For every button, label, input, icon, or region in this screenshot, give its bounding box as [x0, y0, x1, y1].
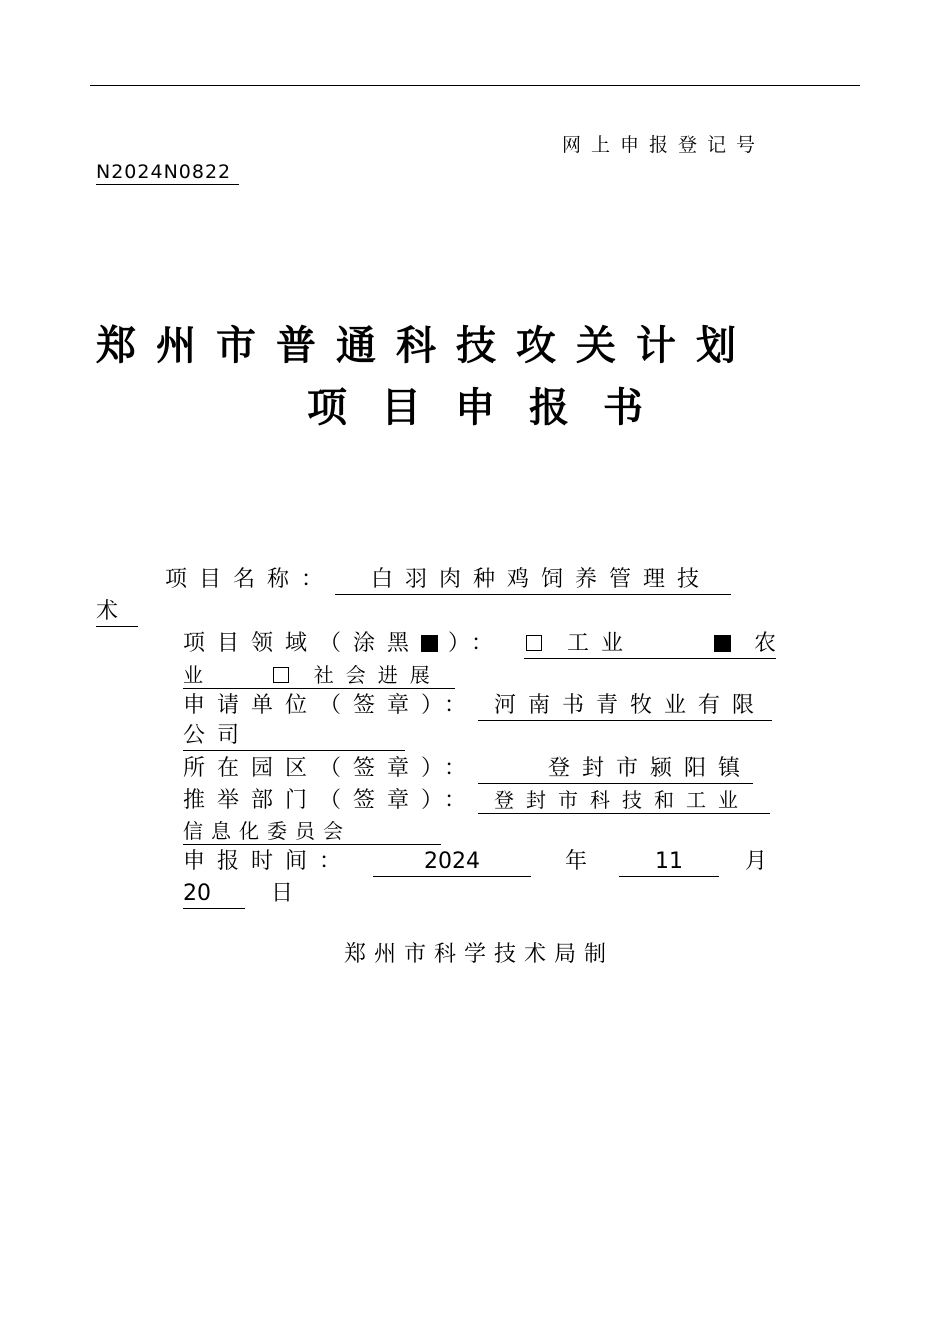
filled-square-icon	[421, 635, 438, 652]
recommender-value-cont: 信息化委员会	[183, 818, 441, 845]
checkbox-industry-icon[interactable]	[526, 635, 542, 651]
domain-option-social: 社会进展	[313, 663, 442, 687]
domain-row	[183, 630, 789, 659]
date-month: 11	[619, 848, 719, 877]
park-row	[183, 755, 753, 784]
date-day: 20	[183, 880, 245, 909]
project-name-row	[165, 566, 731, 595]
date-row-cont	[183, 880, 305, 909]
applicant-value: 河南书青牧业有限	[478, 692, 772, 721]
registration-number: N2024N0822	[96, 160, 239, 185]
date-row	[183, 848, 779, 877]
recommender-row	[183, 787, 770, 815]
domain-row-cont	[183, 662, 455, 689]
top-rule	[90, 85, 860, 86]
recommender-row-cont	[183, 818, 441, 845]
park-label: 所在园区（签章）：	[183, 756, 479, 781]
park-value: 登封市颍阳镇	[478, 755, 753, 784]
registration-label: 网上申报登记号	[562, 134, 766, 156]
date-year-unit: 年	[565, 849, 600, 874]
title-line-2: 项目申报书	[307, 385, 677, 431]
date-year: 2024	[373, 848, 531, 877]
project-name-row-cont	[96, 598, 138, 627]
domain-label-end: ）：	[448, 631, 506, 656]
checkbox-agriculture-icon[interactable]	[714, 635, 731, 652]
applicant-value-cont: 公司	[183, 722, 405, 751]
project-name-value-cont: 术	[96, 598, 138, 627]
checkbox-social-icon[interactable]	[273, 667, 289, 683]
footer-issuer: 郑州市科学技术局制	[343, 942, 614, 967]
domain-option-industry: 工业	[567, 631, 636, 656]
recommender-label: 推举部门（签章）：	[183, 788, 479, 813]
applicant-label: 申请单位（签章）：	[183, 693, 479, 718]
date-label: 申报时间：	[183, 849, 354, 874]
domain-options-cont	[183, 662, 455, 689]
date-day-unit: 日	[271, 881, 306, 906]
date-month-unit: 月	[745, 849, 780, 874]
domain-options	[524, 630, 789, 659]
domain-option-agriculture: 农	[754, 631, 789, 656]
applicant-row-cont	[183, 722, 405, 751]
domain-option-agriculture-cont: 业	[183, 663, 215, 687]
project-name-value: 白羽肉种鸡饲养管理技	[335, 566, 731, 595]
recommender-value: 登封市科技和工业	[478, 787, 770, 814]
applicant-row	[183, 692, 772, 721]
title-line-1: 郑州市普通科技攻关计划	[96, 323, 756, 369]
domain-label: 项目领域（涂黑	[183, 631, 422, 656]
project-name-label: 项目名称：	[165, 567, 336, 592]
